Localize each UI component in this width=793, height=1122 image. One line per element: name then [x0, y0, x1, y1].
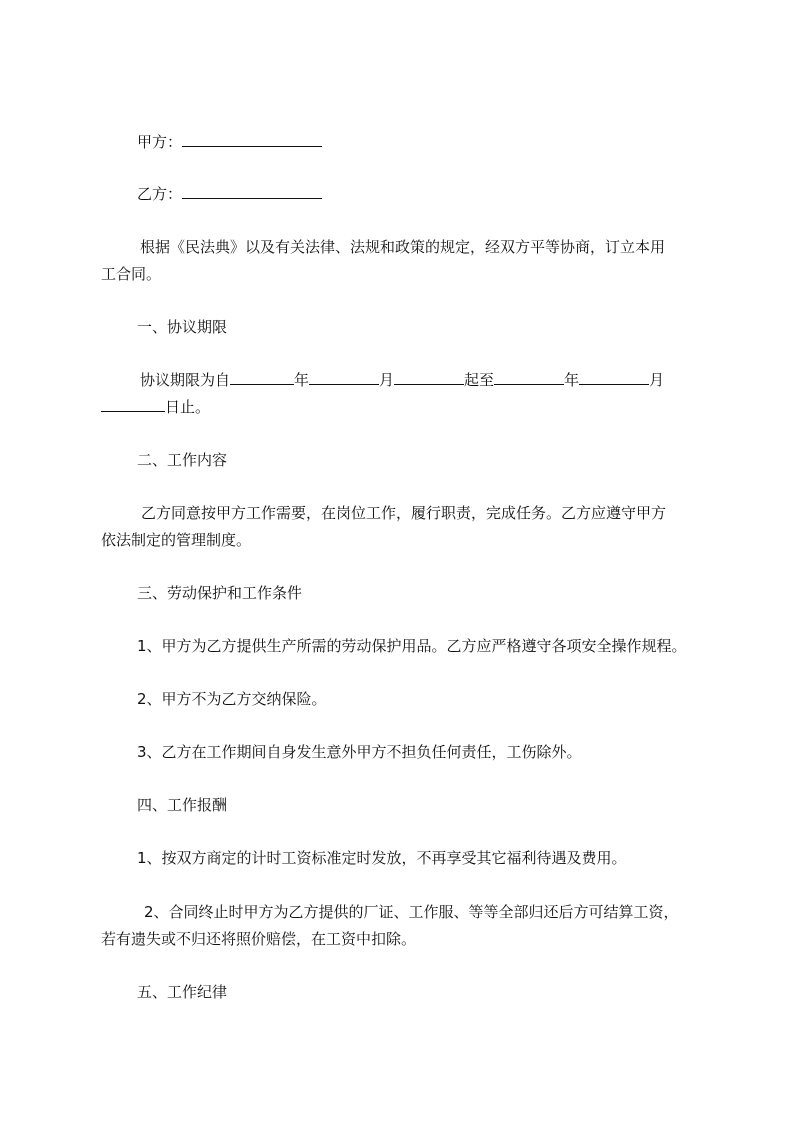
protection-item-1: 1、甲方为乙方提供生产所需的劳动保护用品。乙方应严格遵守各项安全操作规程。 — [137, 637, 687, 655]
start-year-blank[interactable] — [230, 370, 294, 385]
pay-item-1: 1、按双方商定的计时工资标准定时发放，不再享受其它福利待遇及费用。 — [137, 849, 627, 867]
pay-item-2-line-1: 2、合同终止时甲方为乙方提供的厂证、工作服、等等全部归还后方可结算工资， — [144, 903, 679, 921]
term-tail: 日止。 — [165, 398, 211, 416]
term-prefix: 协议期限为自 — [140, 371, 231, 389]
term-line-2 — [101, 397, 210, 417]
party-b-line — [137, 184, 322, 204]
section-2-heading: 二、工作内容 — [137, 451, 228, 469]
intro-line-2: 工合同。 — [101, 265, 162, 283]
end-year-blank[interactable] — [494, 370, 564, 385]
section-1-heading: 一、协议期限 — [137, 318, 228, 336]
section-4-heading: 四、工作报酬 — [137, 796, 228, 814]
qizhi-label: 起至 — [464, 371, 495, 389]
start-day-blank[interactable] — [394, 370, 464, 385]
party-a-line — [137, 132, 322, 152]
year-label-2: 年 — [564, 371, 580, 389]
intro-line-1: 根据《民法典》以及有关法律、法规和政策的规定，经双方平等协商，订立本用 — [140, 238, 666, 256]
protection-item-3: 3、乙方在工作期间自身发生意外甲方不担负任何责任，工伤除外。 — [137, 743, 582, 761]
party-b-blank[interactable] — [182, 184, 322, 199]
party-a-label: 甲方： — [137, 133, 183, 151]
work-content-line-2: 依法制定的管理制度。 — [101, 531, 252, 549]
section-3-heading: 三、劳动保护和工作条件 — [137, 584, 303, 602]
party-b-label: 乙方： — [137, 185, 183, 203]
work-content-line-1: 乙方同意按甲方工作需要，在岗位工作，履行职责，完成任务。乙方应遵守甲方 — [141, 504, 667, 522]
month-label-2: 月 — [649, 371, 665, 389]
start-month-blank[interactable] — [309, 370, 379, 385]
protection-item-2: 2、甲方不为乙方交纳保险。 — [137, 690, 327, 708]
month-label-1: 月 — [379, 371, 395, 389]
end-day-blank[interactable] — [101, 397, 165, 412]
end-month-blank[interactable] — [579, 370, 649, 385]
party-a-blank[interactable] — [182, 132, 322, 147]
year-label-1: 年 — [294, 371, 310, 389]
pay-item-2-line-2: 若有遗失或不归还将照价赔偿，在工资中扣除。 — [101, 930, 417, 948]
section-5-heading: 五、工作纪律 — [137, 983, 228, 1001]
term-line-1 — [140, 370, 664, 390]
